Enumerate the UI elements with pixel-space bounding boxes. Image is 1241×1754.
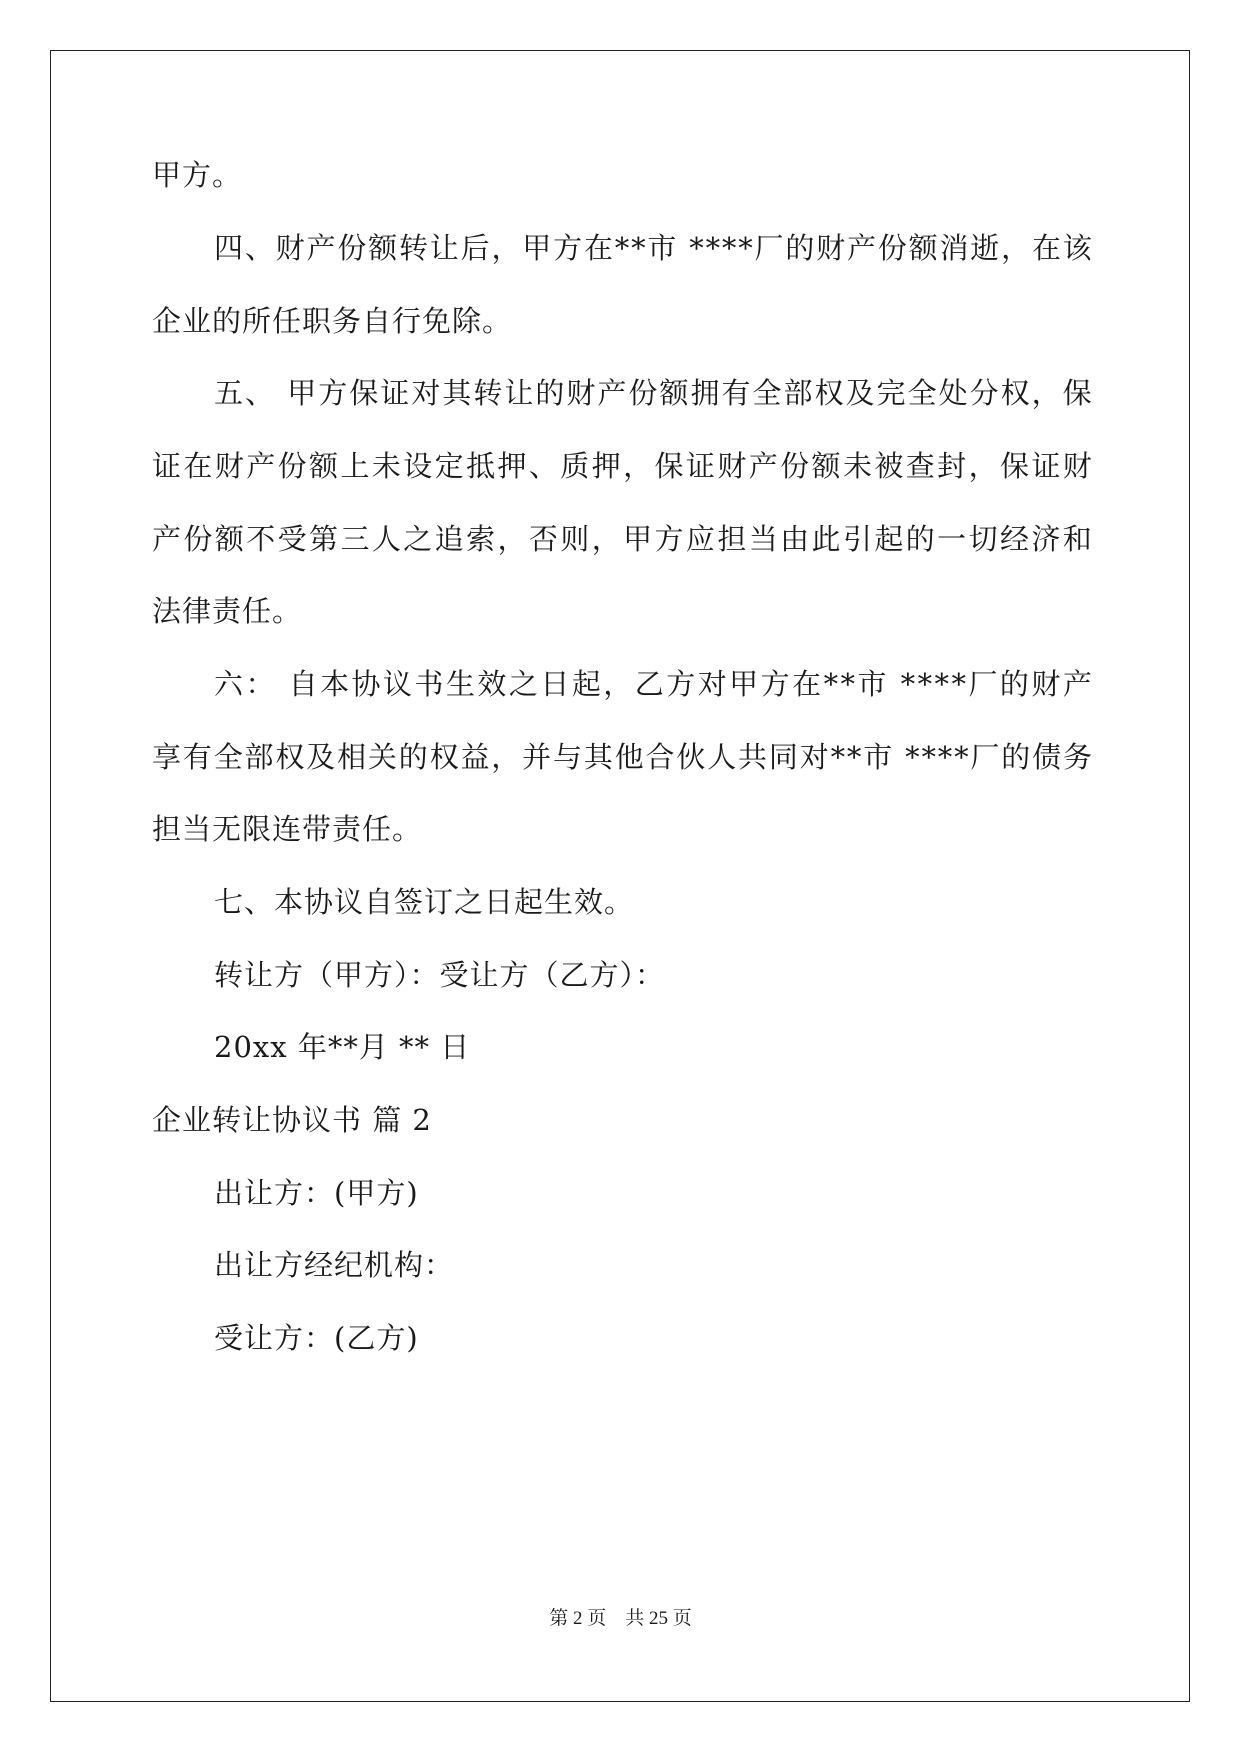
seller-agent-line: 出让方经纪机构： <box>214 1248 455 1282</box>
text-line-p5-1: 五 、 甲 方 保 证 对 其 转 让 的 财 产 份 额 拥 有 全 部 权 及 完 全 处 分 权 ， 保 <box>214 376 1092 410</box>
text-line-p4-2: 企业的所任职务自行免除。 <box>152 304 513 338</box>
text-line-p0-1: 甲方。 <box>152 158 243 192</box>
date-line: 20xx 年**月 ** 日 <box>214 1030 471 1064</box>
section-title: 企业转让协议书 篇 2 <box>152 1103 432 1137</box>
text-line-p5-2: 证 在 财 产 份 额 上 未 设 定 抵 押 、 质 押 ， 保 证 财 产 份 额 未 被 查 封 ， 保 证 财 <box>152 449 1092 483</box>
text-line-p6-1: 六 ： 自 本 协 议 书 生 效 之 日 起 ， 乙 方 对 甲 方 在 * * 市 * * * * 厂 的 财 产 <box>214 667 1092 701</box>
page-border <box>50 50 1190 1702</box>
text-line-p5-3: 产 份 额 不 受 第 三 人 之 追 索 ， 否 则 ， 甲 方 应 担 当 由 此 引 起 的 一 切 经 济 和 <box>152 522 1092 556</box>
text-line-p5-4: 法律责任。 <box>152 594 303 628</box>
signature-line: 转让方（甲方）：受让方（乙方）： <box>214 958 666 992</box>
seller-line: 出让方：(甲方) <box>214 1176 419 1210</box>
text-line-p6-2: 享 有 全 部 权 及 相 关 的 权 益 ， 并 与 其 他 合 伙 人 共 同 对 * * 市 * * * * 厂 的 债 务 <box>152 740 1092 774</box>
text-line-p4-1: 四 、 财 产 份 额 转 让 后 ， 甲 方 在 * * 市 * * * * 厂 的 财 产 份 额 消 逝 ， 在 该 <box>214 231 1092 265</box>
text-line-p6-3: 担当无限连带责任。 <box>152 812 423 846</box>
text-line-p7-1: 七、本协议自签订之日起生效。 <box>214 885 635 919</box>
page-number-footer: 第 2 页 共 25 页 <box>549 1608 692 1629</box>
buyer-line: 受让方：(乙方) <box>214 1321 419 1355</box>
